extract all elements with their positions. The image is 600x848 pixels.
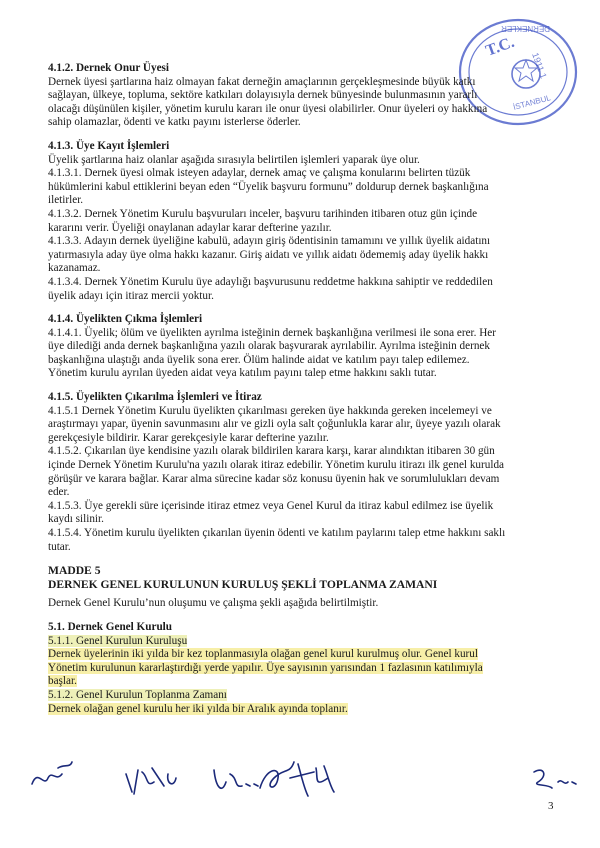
stamp-city-text: İSTANBUL bbox=[512, 93, 552, 112]
stamp-reg-text: 1911 1 bbox=[530, 51, 549, 80]
text-line: gerekçesiyle bildirir. Karar gerekçesiyle karar defterine yazılır. bbox=[48, 431, 329, 444]
highlighted-line: başlar. bbox=[48, 675, 77, 688]
text-line: tutar. bbox=[48, 540, 71, 553]
signature-2 bbox=[126, 768, 176, 794]
signature-1 bbox=[32, 762, 72, 784]
heading-5-1: 5.1. Dernek Genel Kurulu bbox=[48, 620, 172, 633]
text-line: yatırmasıyla aday üye olma hakkı kazanır. Giriş aidatı ve yıllık aidatı ödememiş aday üyelik hakkı bbox=[48, 248, 489, 261]
heading-4-1-2: 4.1.2. Dernek Onur Üyesi bbox=[48, 62, 169, 74]
heading-4-1-5: 4.1.5. Üyelikten Çıkarılma İşlemleri ve İtiraz bbox=[48, 391, 262, 404]
text-line: sahip olamazlar, ödenti ve katkı payını isterlerse öderler. bbox=[48, 116, 301, 129]
article-intro: Dernek Genel Kurulu’nun oluşumu ve çalışma şekli aşağıda belirtilmiştir. bbox=[48, 597, 379, 610]
article-title: DERNEK GENEL KURULUNUN KURULUŞ ŞEKLİ TOPLANMA ZAMANI bbox=[48, 577, 438, 591]
subheading-5-1-2: 5.1.2. Genel Kurulun Toplanma Zamanı bbox=[48, 688, 227, 701]
text-line: kararını verir. Üyeliği onaylanan adaylar karar defterine yazılır. bbox=[48, 221, 332, 234]
text-line: üyelik adayı için itiraz mercii yoktur. bbox=[48, 289, 214, 302]
text-line: 4.1.4.1. Üyelik; ölüm ve üyelikten ayrılma isteğinin dernek başkanlığına verilmesi ile sona erer. Her bbox=[48, 326, 497, 339]
text-line: kaydı silinir. bbox=[48, 513, 104, 526]
subheading-5-1-1: 5.1.1. Genel Kurulun Kuruluşu bbox=[48, 634, 188, 647]
text-line: hükümlerini kabul ettiklerini beyan eden “Üyelik başvuru formunu” doldurup dernek başkanlığına bbox=[48, 180, 489, 193]
text-line: 4.1.5.4. Yönetim kurulu üyelikten çıkarılan üyenin ödenti ve katılım paylarını talep etme hakkını saklı bbox=[48, 527, 506, 539]
article-number: MADDE 5 bbox=[48, 564, 101, 578]
text-line: Dernek üyesi şartlarına haiz olmayan fakat derneğin amaçlarının gerçekleşmesinde büyük katkı bbox=[48, 75, 476, 88]
text-line: 4.1.3.4. Dernek Yönetim Kurulu üye adaylığı başvurusunu reddetme hakkına sahiptir ve reddedilen bbox=[48, 275, 493, 288]
text-line: 4.1.5.3. Üye gerekli süre içerisinde itiraz etmez veya Genel Kurul da itiraz kabul edilmez ise üyelik bbox=[48, 499, 494, 512]
heading-4-1-4: 4.1.4. Üyelikten Çıkma İşlemleri bbox=[48, 313, 203, 326]
highlighted-line: Dernek olağan genel kurulu her iki yılda bir Aralık ayında toplanır. bbox=[48, 702, 348, 715]
text-line: içinde Dernek Yönetim Kurulu'na yazılı olarak itiraz edebilir. Yönetim kurulu itirazı ilk genel kurulda bbox=[48, 459, 504, 472]
signature-3 bbox=[214, 770, 258, 788]
heading-4-1-3: 4.1.3. Üye Kayıt İşlemleri bbox=[48, 139, 170, 152]
text-line: araştırmayı yapar, üyenin savunmasını alır ve gizli oyla salt çoğunlukla karar alır, üyeye yazılı olarak bbox=[48, 418, 501, 431]
text-line: olacağı düşünülen kişiler, yönetim kurulu kararı ile onur üyesi olabilirler. Onur üyeleri oy hakkına bbox=[48, 102, 488, 115]
text-line: 4.1.3.2. Dernek Yönetim Kurulu başvuruları inceler, başvuru tarihinden itibaren otuz gün içinde bbox=[48, 207, 478, 220]
text-line: 4.1.3.3. Adayın dernek üyeliğine kabulü, adayın giriş ödentisinin tamamını ve yıllık üyelik aidatını bbox=[48, 235, 491, 248]
document-body bbox=[48, 62, 560, 716]
highlighted-line: Yönetim kurulunun kararlaştırdığı yerde yapılır. Üye sayısının yarısından 1 fazlasının katılımıyla bbox=[48, 661, 483, 674]
text-line: eder. bbox=[48, 486, 70, 499]
stamp-top-text: DERNEKLER bbox=[501, 24, 550, 33]
text-line: kazanamaz. bbox=[48, 262, 101, 275]
text-line: sağlayan, ülkeye, topluma, sektöre katkıları dolayısıyla dernek bünyesinde bulunmasının yararlı bbox=[48, 89, 478, 102]
page-number: 3 bbox=[548, 800, 554, 812]
stamp-center-text: T.C. bbox=[483, 33, 517, 60]
text-line: başkanlığına ulaştığı anda üyelik sona erer. Ölüm halinde aidat ve katılım payı talep edilemez. bbox=[48, 353, 470, 366]
text-line: 4.1.3.1. Dernek üyesi olmak isteyen adaylar, dernek amaç ve çalışma konularını belirten tüzük bbox=[48, 167, 471, 180]
highlighted-line: Dernek üyelerinin iki yılda bir kez toplanmasıyla olağan genel kurul kurulmuş olur. Genel kurul bbox=[48, 648, 478, 661]
text-line: üye dilediği anda dernek başkanlığına yazılı olarak başvurarak ayrılabilir. Ayrılma isteğinin dernek bbox=[48, 340, 490, 353]
text-line: 4.1.5.2. Çıkarılan üye kendisine yazılı olarak bildirilen karara karşı, karar alındıktan itibaren 30 gün bbox=[48, 445, 495, 458]
text-line: görüşür ve karara bağlar. Karar alma sürecine kadar söz konusu üyenin hak ve sorumlulukları devam bbox=[48, 472, 500, 485]
text-line: iletirler. bbox=[48, 194, 84, 207]
text-line: Yönetim kurulu ayrılan üyeden aidat veya katılım payını talep etme hakkını saklı tutar. bbox=[48, 367, 437, 380]
signature-4 bbox=[260, 762, 334, 796]
signatures bbox=[28, 748, 580, 818]
text-line: 4.1.5.1 Dernek Yönetim Kurulu üyelikten çıkarılması gereken üye hakkında gereken incelemeyi ve bbox=[48, 404, 492, 417]
signature-5 bbox=[534, 770, 576, 788]
text-line: Üyelik şartlarına haiz olanlar aşağıda sırasıyla belirtilen işlemleri yaparak üye olur. bbox=[48, 153, 420, 166]
